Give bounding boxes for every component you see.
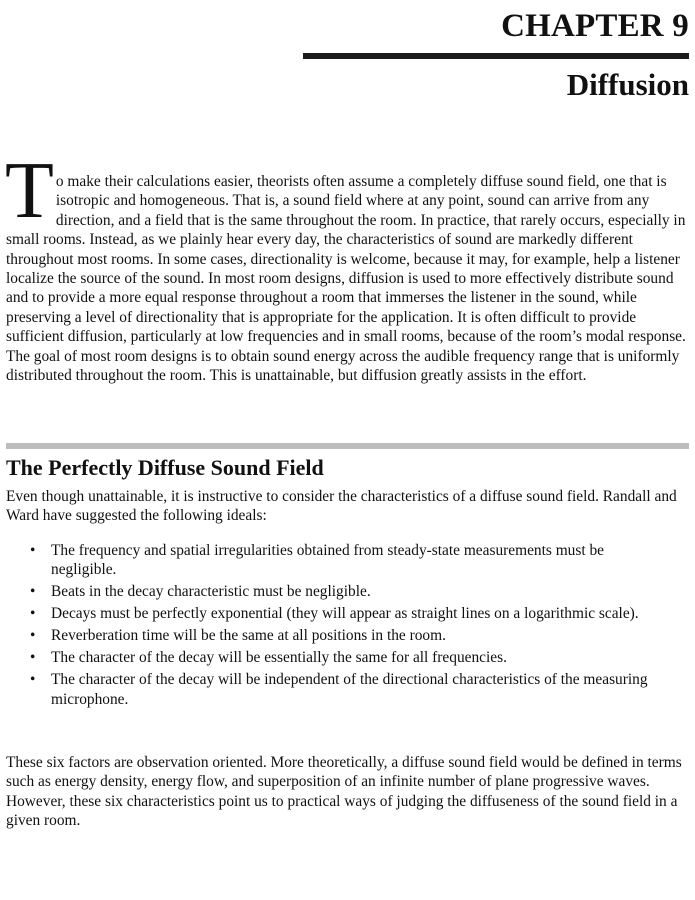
- bullet: •: [30, 671, 36, 689]
- intro-text: o make their calculations easier, theorists often assume a completely diffuse sound field, one that is isotropic and homogeneous. That is, a sound field where at any point, sound can arrive from any direction, and a field that is the same throughout the room. In practice, that rarely occurs, especially in small rooms. Instead, as we plainly hear every day, the characteristics of sound are markedly different throughout most rooms. In some cases, directionality is welcome, because it may, for example, help a listener localize the source of the sound. In most room designs, diffusion is used to more effectively distribute sound and to provide a more equal response throughout a room that immerses the listener in the sound, while preserving a level of directionality that is appropriate for the application. It is often difficult to provide sufficient diffusion, particularly at low frequencies and in small rooms, because of the room’s modal response. The goal of most room designs is to obtain sound energy across the audible frequency range that is uniformly distributed throughout the room. This is unattainable, but diffusion greatly assists in the effort.: [6, 173, 686, 385]
- list-item: [6, 541, 690, 580]
- list-item-text: The frequency and spatial irregularities obtained from steady-state measurements must be negligible.: [51, 542, 605, 579]
- chapter-rule: [303, 53, 689, 59]
- list-item-text: Beats in the decay characteristic must be negligible.: [51, 583, 371, 601]
- chapter-title: Diffusion: [566, 67, 689, 102]
- bullet: •: [30, 583, 36, 601]
- drop-cap: T: [5, 147, 54, 235]
- list-item: [6, 604, 690, 623]
- bullet: •: [30, 649, 36, 667]
- bullet: •: [30, 605, 36, 623]
- list-item: [6, 648, 690, 667]
- section-paragraph-1: Even though unattainable, it is instructive to consider the characteristics of a diffuse sound field. Randall and Ward have suggested the following ideals:: [6, 488, 677, 525]
- section-paragraph-2: These six factors are observation oriented. More theoretically, a diffuse sound field would be defined in terms such as energy density, energy flow, and superposition of an infinite number of plane progressive waves. However, these six characteristics point us to practical ways of judging the diffuseness of the sound field in a given room.: [6, 754, 682, 830]
- list-item-text: Decays must be perfectly exponential (they will appear as straight lines on a logarithmic scale).: [51, 605, 639, 623]
- intro-paragraph: [5, 147, 690, 385]
- list-item-text: The character of the decay will be independent of the directional characteristics of the measuring microphone.: [51, 671, 648, 708]
- chapter-label: CHAPTER 9: [501, 8, 689, 44]
- list-item: [6, 582, 690, 601]
- list-item: [6, 626, 690, 645]
- bullet: •: [30, 627, 36, 645]
- list-item-text: Reverberation time will be the same at all positions in the room.: [51, 627, 446, 645]
- section-heading: The Perfectly Diffuse Sound Field: [6, 455, 324, 480]
- section-rule: [6, 443, 689, 449]
- list-item: [6, 670, 690, 709]
- bullet: •: [30, 542, 36, 559]
- ideals-list: [6, 541, 690, 712]
- list-item-text: The character of the decay will be essentially the same for all frequencies.: [51, 649, 507, 667]
